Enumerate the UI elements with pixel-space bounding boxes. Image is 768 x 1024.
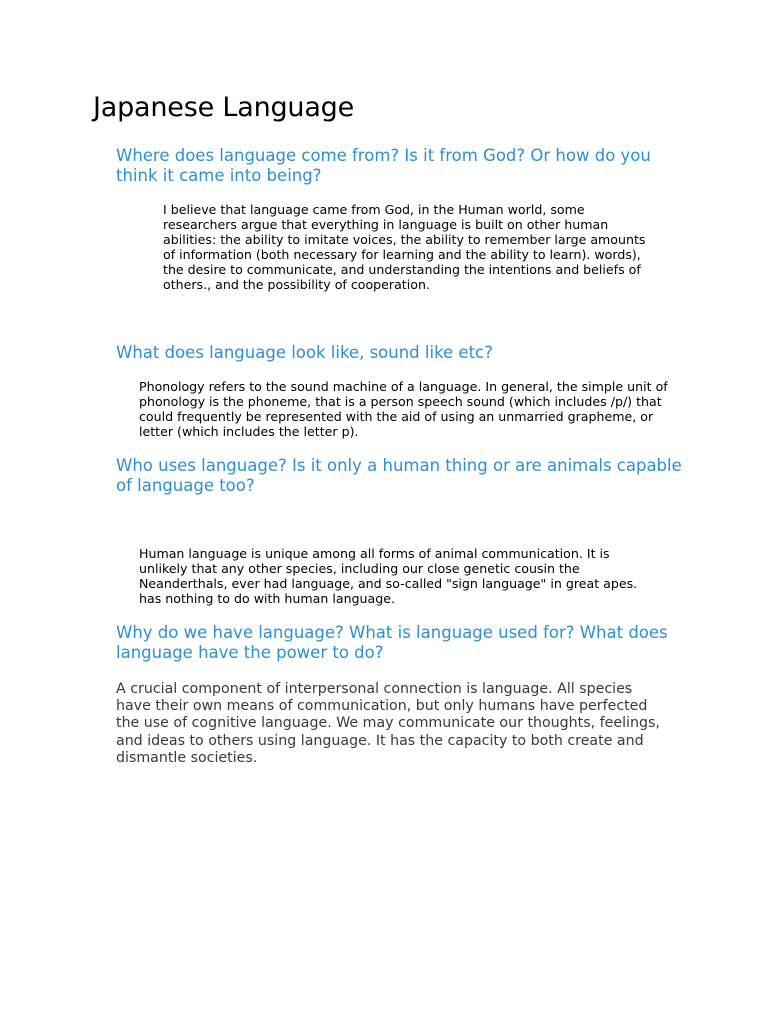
section-heading-language-form: What does language look like, sound like etc? <box>116 343 493 362</box>
section-body-language-users: Human language is unique among all forms of animal communication. It is unlikely that any other species, including our close genetic cousin the Neanderthals, ever had language, and so-called "sign language" in great apes. has nothing to do with human language. <box>139 546 638 606</box>
section-body-language-origin: I believe that language came from God, in the Human world, some researchers argue that everything in language is built on other human abilities: the ability to imitate voices, the ability to remember large amounts of information (both necessary for learning and the ability to learn). words), the desire to communicate, and understanding the intentions and beliefs of others., and the possibility of cooperation. <box>163 202 646 292</box>
section-heading-language-purpose: Why do we have language? What is language used for? What does language have the power to do? <box>116 623 668 662</box>
section-heading-language-users: Who uses language? Is it only a human thing or are animals capable of language too? <box>116 456 682 495</box>
document-title: Japanese Language <box>93 92 355 123</box>
section-body-language-form: Phonology refers to the sound machine of a language. In general, the simple unit of phonology is the phoneme, that is a person speech sound (which includes /p/) that could frequently be represented with the aid of using an unmarried grapheme, or letter (which includes the letter p). <box>139 379 668 439</box>
section-heading-language-origin: Where does language come from? Is it from God? Or how do you think it came into being? <box>116 146 651 185</box>
section-body-language-purpose: A crucial component of interpersonal connection is language. All species have their own means of communication, but only humans have perfected the use of cognitive language. We may communicate our thoughts, feelings, and ideas to others using language. It has the capacity to both create and dismantle societies. <box>116 681 660 766</box>
